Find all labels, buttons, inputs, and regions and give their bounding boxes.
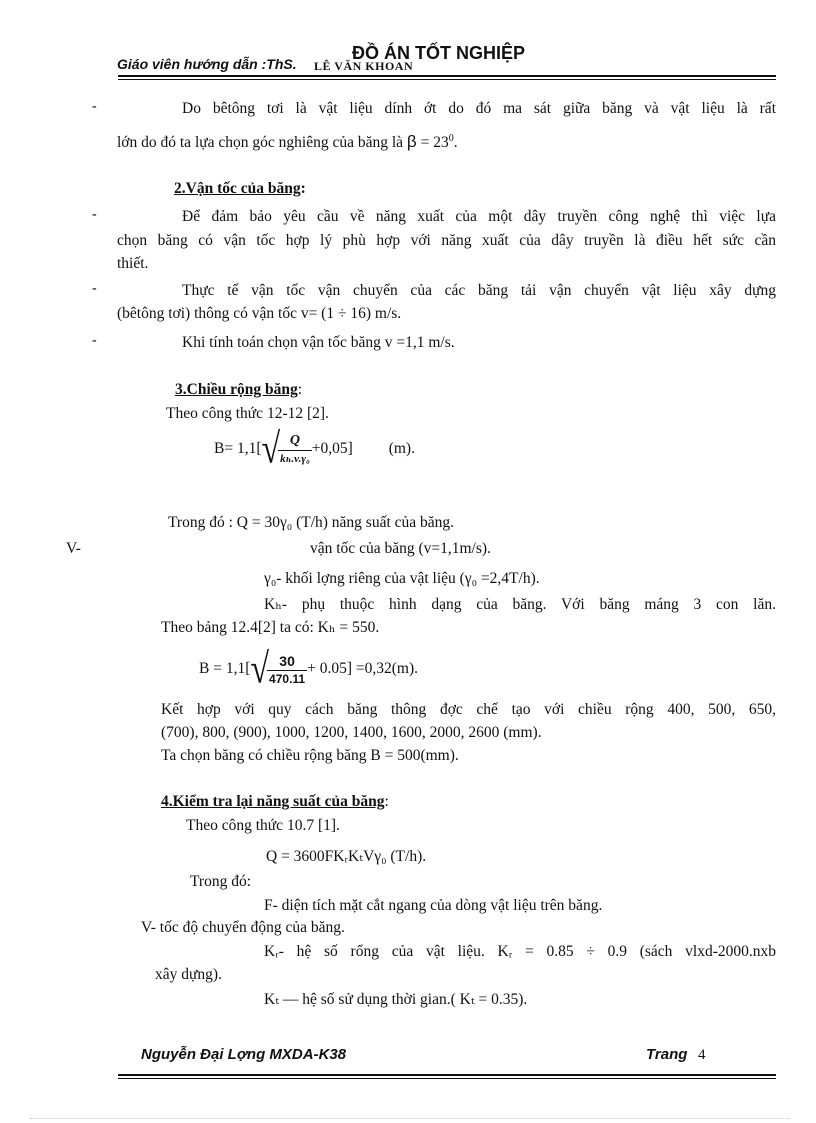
s3-kb-line1: Kₕ- phụ thuộc hình dạng của băng. Với băng máng 3 con lăn. <box>264 596 776 613</box>
s3-combine-line1: Kết hợp với quy cách băng thông đợc chế tạo với chiều rộng 400, 500, 650, <box>161 701 776 718</box>
bullet-marker: - <box>92 207 97 222</box>
footer-rule-thin <box>118 1078 776 1079</box>
s3-gamma-desc: γ₀- khối lợng riêng của vật liệu (γ₀ =2,4T/h). <box>264 570 540 587</box>
bullet-marker: - <box>92 333 97 348</box>
s3-formula-1: B= 1,1[√ $\frac{Q}{\text{kₕ.v.γ₀}}$ +0,05] (m). <box>214 425 415 472</box>
s2-p2-line2: (bêtông tơi) thông có vận tốc v= (1 ÷ 16) m/s. <box>117 305 402 322</box>
s3-kb-line2: Theo bảng 12.4[2] ta có: Kₕ = 550. <box>161 619 380 636</box>
s4-kr-line2: xây dựng). <box>155 966 222 983</box>
s2-p2-line1: Thực tế vận tốc vận chuyển của các băng tải vận chuyển vật liệu xây dựng <box>182 282 776 299</box>
header-rule-thin <box>118 79 776 80</box>
s2-p1-line2: chọn băng có vận tốc hợp lý phù hợp với năng xuất của dây truyền là điều hết sức cần <box>117 232 776 249</box>
s3-heading: 3.Chiều rộng băng: <box>175 381 303 398</box>
page-bottom-dotted-line <box>30 1118 790 1119</box>
header-rule-thick <box>118 75 776 77</box>
s3-combine-line2: (700), 800, (900), 1000, 1200, 1400, 1600, 2000, 2600 (mm). <box>161 724 542 741</box>
s2-p3: Khi tính toán chọn vận tốc băng v =1,1 m/s. <box>182 334 455 351</box>
header-supervisor-name: LÊ VĂN KHOAN <box>314 59 414 73</box>
s4-where: Trong đó: <box>190 873 252 890</box>
footer-page-number: 4 <box>698 1047 706 1063</box>
s4-formula: Q = 3600FKᵣKₜVγ₀ (T/h). <box>266 848 427 865</box>
s4-f-desc: F- diện tích mặt cắt ngang của dòng vật liệu trên băng. <box>264 897 603 914</box>
s3-formula-ref: Theo công thức 12-12 [2]. <box>166 405 329 422</box>
s4-v-desc: V- tốc độ chuyển động của băng. <box>141 919 345 936</box>
page-title: ĐỒ ÁN TỐT NGHIỆP <box>352 43 526 63</box>
s3-choose: Ta chọn băng có chiều rộng băng B = 500(mm). <box>161 747 459 764</box>
s4-heading: 4.Kiểm tra lại năng suất của băng: <box>161 793 389 810</box>
s3-formula-2: B = 1,1[√ $\frac{30}{470.11}$ + 0.05] =0,32(m). <box>199 645 418 692</box>
s3-where: Trong đó : Q = 30γ₀ (T/h) năng suất của băng. <box>168 514 455 531</box>
s4-formula-ref: Theo công thức 10.7 [1]. <box>186 817 340 834</box>
s1-line1: Do bêtông tơi là vật liệu dính ớt do đó ma sát giữa băng và vật liệu là rất <box>182 100 776 117</box>
footer-author: Nguyễn Đại Lợng MXDA-K38 <box>141 1046 347 1063</box>
bullet-marker: - <box>92 281 97 296</box>
bullet-marker: V- <box>66 540 81 557</box>
s1-line2: lớn do đó ta lựa chọn góc nghiêng của băng là $\beta = 23^0$. <box>117 132 458 152</box>
bullet-marker: - <box>92 99 97 114</box>
s4-kr-line1: Kᵣ- hệ số rổng của vật liệu. Kᵣ = 0.85 ÷ 0.9 (sách vlxd-2000.nxb <box>264 943 776 960</box>
s2-p1-line3: thiết. <box>117 255 149 272</box>
footer-rule-thick <box>118 1074 776 1076</box>
s4-kt: Kₜ — hệ số sử dụng thời gian.( Kₜ = 0.35). <box>264 991 528 1008</box>
s2-heading: 2.Vận tốc của băng: <box>174 180 306 197</box>
s2-p1-line1: Để đảm bảo yêu cầu về năng xuất của một dây truyền công nghệ thì việc lựa <box>182 208 776 225</box>
footer-page-label: Trang <box>646 1046 688 1063</box>
header-supervisor: Giáo viên hướng dẫn :ThS. <box>117 56 297 72</box>
s3-v-desc: vận tốc của băng (v=1,1m/s). <box>310 540 491 557</box>
